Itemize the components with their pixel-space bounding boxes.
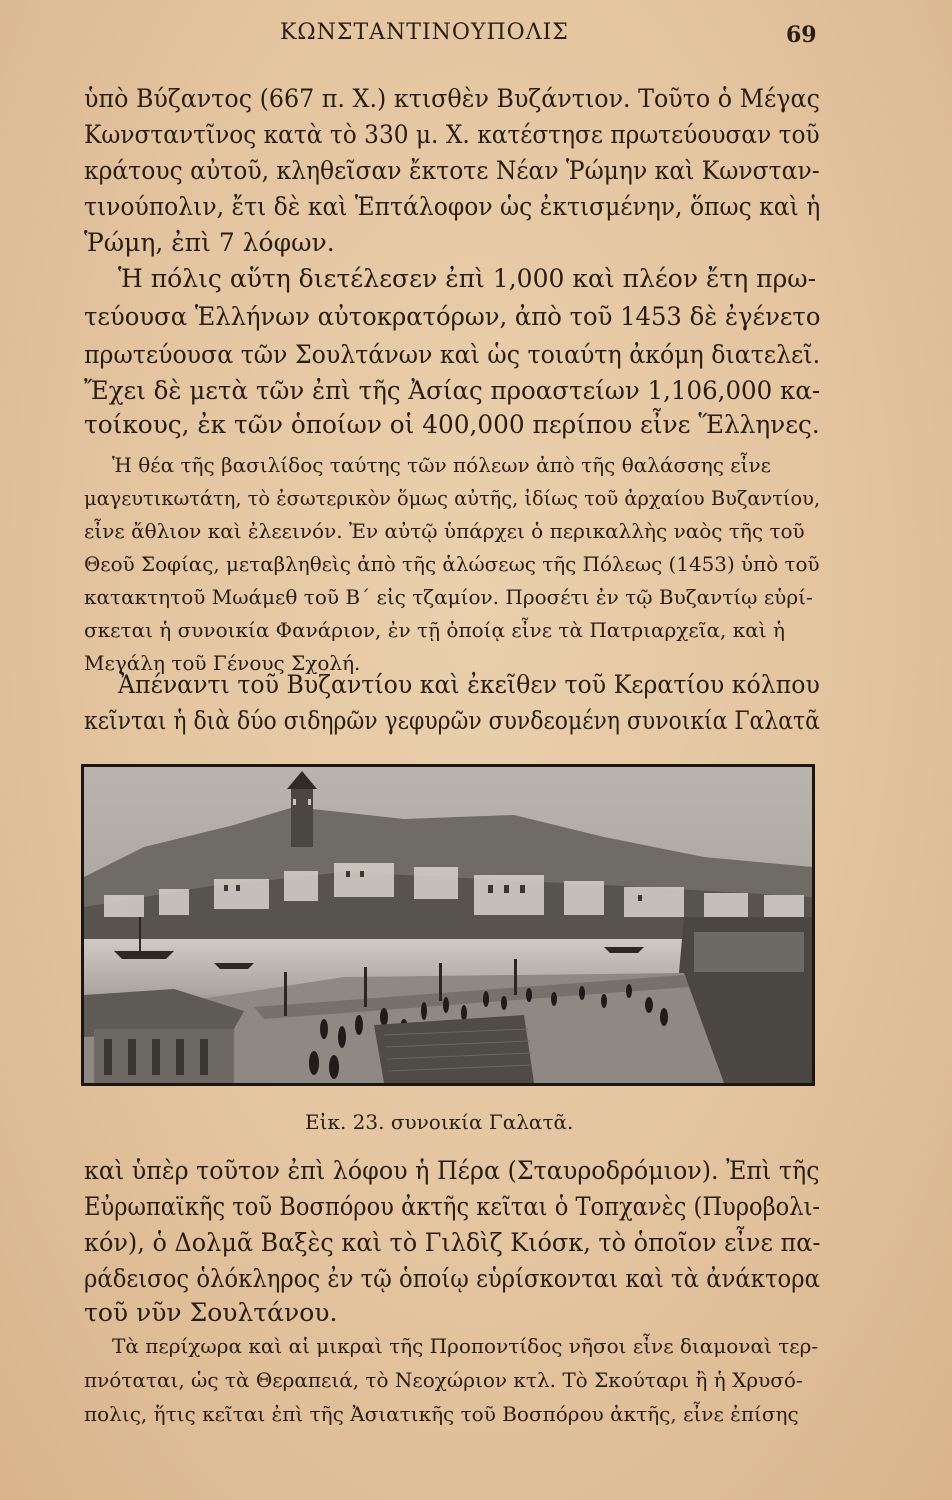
text-line: τεύουσα Ἑλλήνων αὐτοκρατόρων, ἀπὸ τοῦ 1453 δὲ ἐγένετο (84, 302, 821, 331)
text-line: τινούπολιν, ἔτι δὲ καὶ Ἑπτάλοφον ὡς ἐκτισμένην, ὅπως καὶ ἡ (84, 192, 821, 221)
text-line: Ἡ θέα τῆς βασιλίδος ταύτης τῶν πόλεων ἀπὸ τῆς θαλάσσης εἶνε (112, 453, 772, 477)
figure-caption: Εἰκ. 23. συνοικία Γαλατᾶ. (305, 1110, 574, 1134)
text-line: Ἡ πόλις αὕτη διετέλεσεν ἐπὶ 1,000 καὶ πλέον ἔτη πρω- (118, 264, 817, 293)
text-line: τοῦ νῦν Σουλτάνου. (84, 1298, 338, 1327)
page-number: 69 (786, 22, 817, 48)
text-line: Μεγάλη τοῦ Γένους Σχολή. (84, 651, 361, 675)
text-line: τοίκους, ἐκ τῶν ὁποίων οἱ 400,000 περίπου εἶνε Ἕλληνες. (84, 410, 820, 439)
galata-photograph (81, 764, 815, 1086)
text-line: Κωνσταντῖνος κατὰ τὸ 330 μ. Χ. κατέστησε πρωτεύουσαν τοῦ (84, 120, 820, 149)
text-line: κόν), ὁ Δολμᾶ Βαξὲς καὶ τὸ Γιλδὶζ Κιόσκ, τὸ ὁποῖον εἶνε πα- (84, 1228, 821, 1257)
text-line: Τὰ περίχωρα καὶ αἱ μικραὶ τῆς Προποντίδος νῆσοι εἶνε διαμοναὶ τερ- (112, 1334, 819, 1358)
text-line: μαγευτικωτάτη, τὸ ἐσωτερικὸν ὅμως αὐτῆς, ἰδίως τοῦ ἀρχαίου Βυζαντίου, (84, 486, 821, 510)
text-line: κράτους αὐτοῦ, κληθεῖσαν ἔκτοτε Νέαν Ῥώμην καὶ Κωνσταν- (84, 156, 820, 185)
text-line: σκεται ἡ συνοικία Φανάριον, ἐν τῇ ὁποίᾳ εἶνε τὰ Πατριαρχεῖα, καὶ ἡ (84, 618, 785, 642)
text-line: ὑπὸ Βύζαντος (667 π. Χ.) κτισθὲν Βυζάντιον. Τοῦτο ὁ Μέγας (84, 84, 820, 113)
text-line: ράδεισος ὁλόκληρος ἐν τῷ ὁποίῳ εὑρίσκονται καὶ τὰ ἀνάκτορα (84, 1264, 820, 1293)
text-line: κατακτητοῦ Μωάμεθ τοῦ Β΄ εἰς τζαμίον. Προσέτι ἐν τῷ Βυζαντίῳ εὑρί- (84, 585, 813, 609)
galata-engraving-illustration (84, 767, 812, 1083)
text-line: Ῥώμη, ἐπὶ 7 λόφων. (84, 228, 335, 257)
text-line: εἶνε ἄθλιον καὶ ἐλεεινόν. Ἐν αὐτῷ ὑπάρχει ὁ περικαλλὴς ναὸς τῆς τοῦ (84, 519, 805, 543)
text-line: Ἀπέναντι τοῦ Βυζαντίου καὶ ἐκεῖθεν τοῦ Κερατίου κόλπου (118, 670, 820, 699)
text-line: Θεοῦ Σοφίας, μεταβληθεὶς ἀπὸ τῆς ἁλώσεως τῆς Πόλεως (1453) ὑπὸ τοῦ (84, 552, 820, 576)
text-line: Ἔχει δὲ μετὰ τῶν ἐπὶ τῆς Ἀσίας προαστείων 1,106,000 κα- (84, 376, 821, 405)
text-line: πνόταται, ὡς τὰ Θεραπειά, τὸ Νεοχώριον κτλ. Τὸ Σκούταρι ἢ ἡ Χρυσό- (84, 1368, 803, 1392)
text-line: κεῖνται ἡ διὰ δύο σιδηρῶν γεφυρῶν συνδεομένη συνοικία Γαλατᾶ (84, 706, 820, 735)
text-line: καὶ ὑπὲρ τοῦτον ἐπὶ λόφου ἡ Πέρα (Σταυροδρόμιον). Ἐπὶ τῆς (84, 1156, 820, 1185)
page-title: ΚΩΝΣΤΑΝΤΙΝΟΥΠΟΛΙΣ (280, 20, 569, 45)
text-line: πρωτεύουσα τῶν Σουλτάνων καὶ ὡς τοιαύτη ἀκόμη διατελεῖ. (84, 340, 821, 369)
text-line: πολις, ἥτις κεῖται ἐπὶ τῆς Ἀσιατικῆς τοῦ Βοσπόρου ἀκτῆς, εἶνε ἐπίσης (84, 1402, 799, 1426)
text-line: Εὐρωπαϊκῆς τοῦ Βοσπόρου ἀκτῆς κεῖται ὁ Τοπχανὲς (Πυροβολι- (84, 1192, 821, 1221)
running-header (0, 16, 952, 52)
